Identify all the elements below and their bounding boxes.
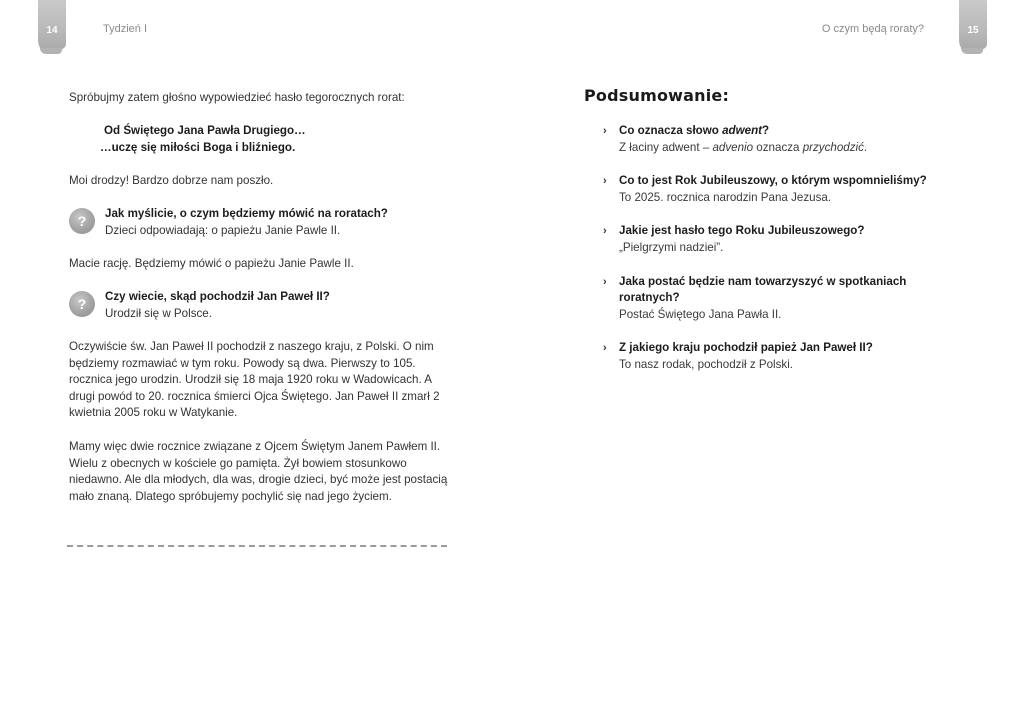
anniversaries-paragraph: Mamy więc dwie rocznice związane z Ojcem Świętym Janem Pawłem II. Wielu z obecnych w kościele go pamięta. Żył bowiem stosunkowo niedawno. Ale dla młodych, dla was, drogie dzieci, być może jest postacią mało znaną. Dlatego spróbujemy pochylić się nad jego życiem.: [69, 440, 448, 503]
summary-item: [603, 340, 943, 373]
summary-item: [603, 123, 943, 156]
motto-line-2: …uczę się miłości Boga i bliźniego.: [100, 140, 296, 154]
intro-paragraph: Spróbujmy zatem głośno wypowiedzieć hasło tegorocznych rorat:: [69, 91, 405, 104]
answer-part: .: [863, 140, 868, 154]
chevron-right-icon: ›: [603, 275, 607, 288]
motto: [100, 123, 444, 156]
page-number-tab: [959, 0, 987, 50]
running-head-right: O czym będą roraty?: [821, 23, 924, 35]
summary-answer: To nasz rodak, pochodził z Polski.: [619, 357, 793, 371]
summary-list: [603, 123, 943, 391]
summary-question: Jaka postać będzie nam towarzyszyć w spotkaniach roratnych?: [619, 274, 907, 305]
moi-drodzy-paragraph: Moi drodzy! Bardzo dobrze nam poszło.: [69, 174, 274, 187]
running-head-left: Tydzień I: [103, 23, 148, 35]
dashed-divider: [67, 545, 447, 547]
page-number: 15: [967, 25, 979, 36]
chevron-right-icon: ›: [603, 175, 607, 188]
chevron-right-icon: ›: [603, 225, 607, 238]
summary-answer: Postać Świętego Jana Pawła II.: [619, 307, 782, 321]
question-text: Czy wiecie, skąd pochodził Jan Paweł II?: [105, 290, 330, 303]
summary-answer: „Pielgrzymi nadziei”.: [619, 240, 724, 254]
question-block-1: [69, 206, 459, 239]
summary-item: [603, 274, 943, 324]
question-icon: ?: [69, 291, 95, 317]
summary-question: [619, 123, 943, 140]
answer-italic: przychodzić: [802, 140, 864, 154]
answer-italic: advenio: [712, 140, 754, 154]
summary-answer: To 2025. rocznica narodzin Pana Jezusa.: [619, 190, 832, 204]
summary-item: [603, 173, 943, 206]
question-part: ?: [762, 124, 770, 137]
birth-death-paragraph: Oczywiście św. Jan Paweł II pochodził z naszego kraju, z Polski. O nim będziemy rozmawiać w tym roku. Powody są dwa. Pierwszy to 105. rocznica jego urodzin. Urodził się 18 maja 1920 roku w Wadowicach. A drugi powód to 20. rocznica śmierci Ojca Świętego. Jan Paweł II zmarł 2 kwietnia 2005 roku w Watykanie.: [69, 340, 440, 420]
answer-part: Z łaciny adwent –: [619, 140, 713, 154]
summary-item: [603, 223, 943, 256]
question-text: Jak myślicie, o czym będziemy mówić na roratach?: [105, 207, 388, 220]
answer-text: Dzieci odpowiadają: o papieżu Janie Pawle II.: [105, 223, 341, 237]
summary-title: Podsumowanie:: [584, 86, 730, 105]
chevron-right-icon: ›: [603, 125, 607, 137]
question-part: Co oznacza słowo: [619, 124, 723, 137]
chevron-right-icon: ›: [603, 342, 607, 355]
question-block-2: [69, 289, 459, 322]
question-icon: ?: [69, 208, 95, 234]
page-number-tab: [38, 0, 66, 50]
summary-answer: [619, 140, 943, 157]
macie-racje-paragraph: Macie rację. Będziemy mówić o papieżu Janie Pawle II.: [69, 257, 354, 270]
summary-question: Co to jest Rok Jubileuszowy, o którym wspomnieliśmy?: [619, 174, 927, 188]
question-italic: adwent: [722, 124, 763, 137]
answer-text: Urodził się w Polsce.: [105, 306, 212, 320]
motto-line-1: Od Świętego Jana Pawła Drugiego…: [104, 124, 306, 137]
summary-question: Jakie jest hasło tego Roku Jubileuszowego?: [619, 224, 865, 238]
page-number: 14: [46, 25, 58, 36]
answer-part: oznacza: [753, 140, 803, 154]
summary-question: Z jakiego kraju pochodził papież Jan Paweł II?: [619, 341, 873, 355]
